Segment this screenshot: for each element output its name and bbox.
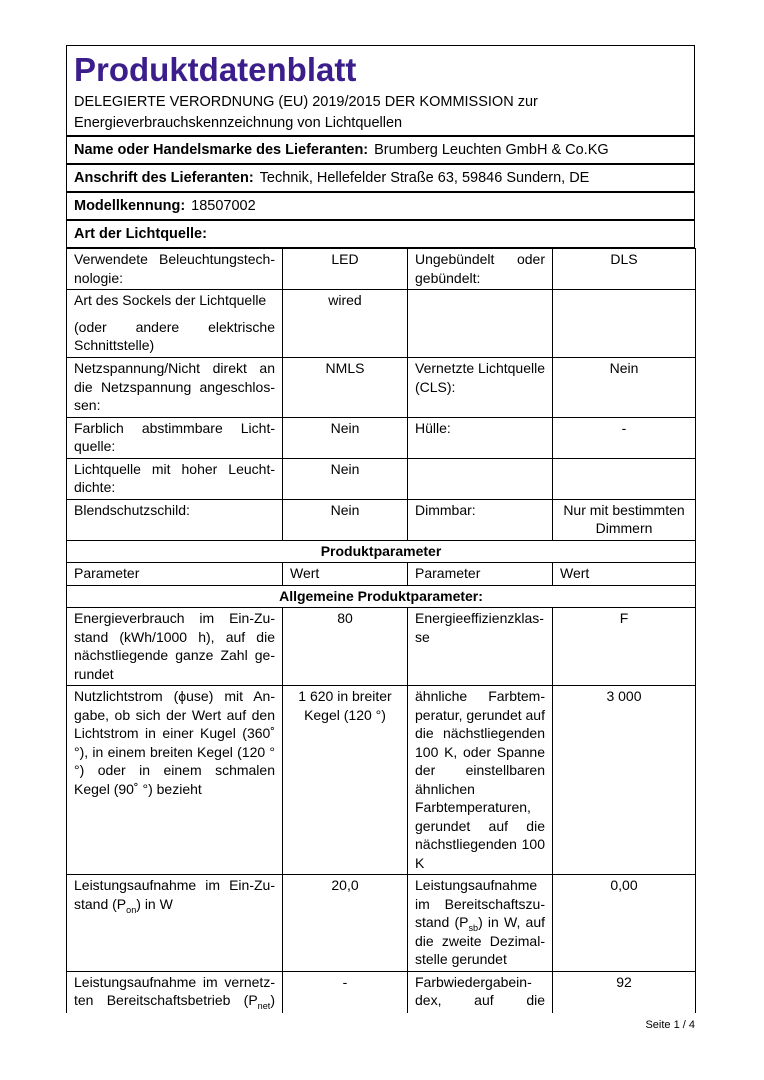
light-source-type-row: [66, 220, 695, 248]
datasheet-table: [66, 248, 696, 1013]
param-label-cell: Energieeffizienzklasse: [408, 608, 553, 686]
param-label-cell: Hülle:: [408, 417, 553, 458]
table-row-cut-by-page-break: [67, 971, 696, 1013]
param-label-cell: [67, 290, 283, 358]
supplier-name-label: Name oder Handelsmarke des Lieferanten:: [74, 142, 369, 158]
param-value-cell: 0,00: [553, 875, 696, 972]
param-label-cell: [408, 290, 553, 358]
table-row: [67, 608, 696, 686]
param-label-cell: Verwendete Beleuchtungstechnologie:: [67, 249, 283, 290]
model-id-label: Modellkennung:: [74, 198, 186, 214]
table-row: [67, 875, 696, 972]
param-value-cell: Nein: [283, 499, 408, 540]
param-label-cell: [67, 875, 283, 972]
param-label-cell: Netzspannung/Nicht direkt an die Netzspannung angeschlossen:: [67, 358, 283, 418]
param-label-cell: Nutzlichtstrom (ϕuse) mit Angabe, ob sich der Wert auf den Lichtstrom in einer Kugel (360˚ °), in einem breiten Kegel (120 °°) oder in einem schmalen Kegel (90˚ °) bezieht: [67, 686, 283, 875]
param-value-cell: Nein: [283, 458, 408, 499]
param-label-cell: [408, 875, 553, 972]
label-text: Leistungsaufnahme im vernetzten Bereitschaftsbetrieb (P: [74, 973, 275, 1008]
label-paragraph: Art des Sockels der Lichtquelle: [74, 292, 267, 308]
param-value-cell: DLS: [553, 249, 696, 290]
subscript-text: sb: [468, 922, 479, 933]
param-value-cell: Nein: [283, 417, 408, 458]
section-header-row: [67, 585, 696, 608]
param-value-cell: 80: [283, 608, 408, 686]
param-value-cell: Nein: [553, 358, 696, 418]
param-value-cell: [553, 290, 696, 358]
column-header-row: [67, 563, 696, 586]
label-text: ) in W, auf die zweite Dezimalstelle gerundet: [415, 914, 545, 967]
param-label-cell: Vernetzte Lichtquelle (CLS):: [408, 358, 553, 418]
param-value-cell: wired: [283, 290, 408, 358]
regulation-subtitle: DELEGIERTE VERORDNUNG (EU) 2019/2015 DER KOMMISSION zur Energieverbrauchskennzeichnung von Lichtquellen: [74, 94, 538, 131]
param-value-cell: -: [553, 417, 696, 458]
page-number: Seite 1 / 4: [645, 1019, 695, 1031]
label-text: Leistungsaufnahme im Bereitschaftszustand (P: [415, 877, 545, 930]
param-label-cell: Farblich abstimmbare Lichtquelle:: [67, 417, 283, 458]
param-label-cell: Farbwiedergabeindex, auf die: [408, 971, 553, 1013]
column-header: Wert: [283, 563, 408, 586]
param-value-cell: [553, 458, 696, 499]
model-id-row: [66, 192, 695, 220]
label-text: ) in W: [136, 895, 173, 912]
section-title: Produktparameter: [67, 540, 696, 563]
subscript-text: net: [257, 1000, 271, 1011]
column-header: Parameter: [408, 563, 553, 586]
table-row: [67, 686, 696, 875]
page-content: [66, 45, 695, 1032]
param-value-cell: LED: [283, 249, 408, 290]
param-value-cell: F: [553, 608, 696, 686]
param-value-cell: NMLS: [283, 358, 408, 418]
label-text: Leistungsaufnahme im Ein-Zustand (P: [74, 877, 275, 912]
column-header: Wert: [553, 563, 696, 586]
param-value-cell: 1 620 in breiter Kegel (120 °): [283, 686, 408, 875]
page-title: Produktdatenblatt: [74, 51, 357, 88]
param-label-cell: Ungebündelt oder gebündelt:: [408, 249, 553, 290]
table-row: [67, 458, 696, 499]
table-row: [67, 290, 696, 358]
table-row: [67, 358, 696, 418]
column-header: Parameter: [67, 563, 283, 586]
table-row: [67, 499, 696, 540]
light-source-type-label: Art der Lichtquelle:: [74, 226, 207, 242]
section-header-row: [67, 540, 696, 563]
param-label-cell: [67, 971, 283, 1013]
param-label-cell: Blendschutzschild:: [67, 499, 283, 540]
model-id-value: 18507002: [191, 198, 256, 214]
param-value-cell: 20,0: [283, 875, 408, 972]
supplier-address-label: Anschrift des Lieferanten:: [74, 170, 254, 186]
param-label-cell: Energieverbrauch im Ein-Zustand (kWh/1000 h), auf die nächstliegende ganze Zahl gerundet: [67, 608, 283, 686]
supplier-name-row: [66, 136, 695, 164]
param-label-cell: Lichtquelle mit hoher Leuchtdichte:: [67, 458, 283, 499]
param-value-cell: 92: [553, 971, 696, 1013]
param-label-cell: ähnliche Farbtemperatur, gerundet auf die nächstliegenden 100 K, oder Spanne der einstellbaren ähnlichen Farbtemperaturen, gerundet auf die nächstliegenden 100 K: [408, 686, 553, 875]
table-row: [67, 417, 696, 458]
param-label-cell: [408, 458, 553, 499]
label-text: ): [270, 992, 275, 1008]
table-row: [67, 249, 696, 290]
label-paragraph: (oder andere elektrische Schnittstelle): [74, 318, 275, 353]
supplier-address-value: Technik, Hellefelder Straße 63, 59846 Sundern, DE: [259, 170, 590, 186]
subsection-title: Allgemeine Produktparameter:: [67, 585, 696, 608]
supplier-address-row: [66, 164, 695, 192]
supplier-name-value: Brumberg Leuchten GmbH & Co.KG: [374, 142, 609, 158]
param-value-cell: 3 000: [553, 686, 696, 875]
subscript-text: on: [126, 904, 137, 915]
param-value-cell: -: [283, 971, 408, 1013]
param-label-cell: Dimmbar:: [408, 499, 553, 540]
param-value-cell: Nur mit bestimmten Dimmern: [553, 499, 696, 540]
title-block: [66, 45, 695, 136]
